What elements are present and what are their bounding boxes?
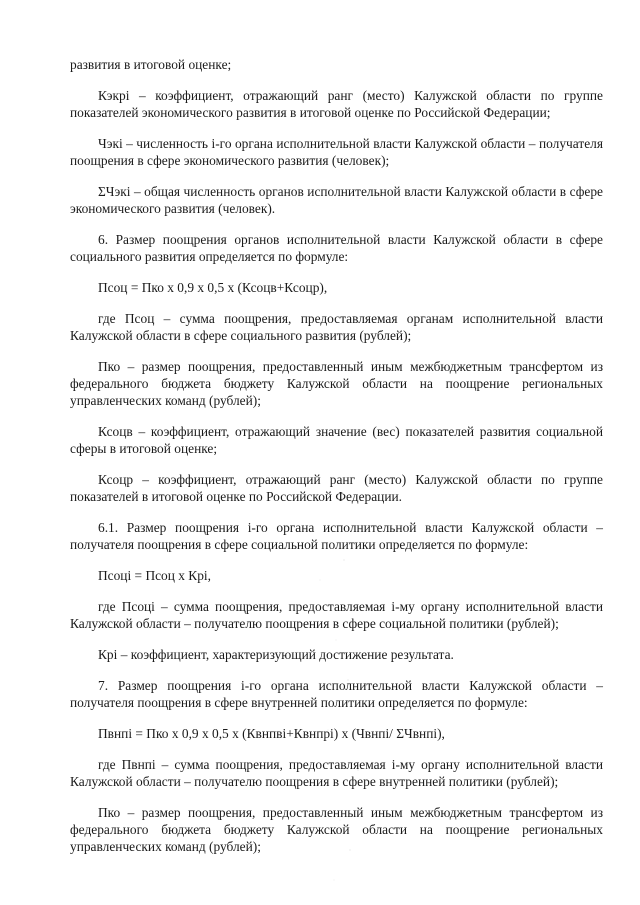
- paragraph-sum-chek-definition: ΣЧэкі – общая численность органов исполнительной власти Калужской области в сфере экономического развития (человек).: [70, 184, 603, 216]
- paragraph-item-7: 7. Размер поощрения і-го органа исполнительной власти Калужской области – получателя поощрения в сфере внутренней политики определяется по формуле:: [70, 678, 603, 710]
- paragraph-pvnpi-definition: где Пвнпі – сумма поощрения, предоставляемая і-му органу исполнительной власти Калужской области – получателю поощрения в сфере внутренней политики (рублей);: [70, 757, 603, 789]
- paragraph-kekr-definition: Кэкрі – коэффициент, отражающий ранг (место) Калужской области по группе показателей экономического развития в итоговой оценке по Российской Федерации;: [70, 88, 603, 120]
- paragraph-item-6-1: 6.1. Размер поощрения і-го органа исполнительной власти Калужской области – получателя поощрения в сфере социальной политики определяется по формуле:: [70, 520, 603, 552]
- paragraph-pko-definition-repeat: Пко – размер поощрения, предоставленный иным межбюджетным трансфертом из федерального бюджета бюджету Калужской области на поощрение региональных управленческих команд (рублей);: [70, 805, 603, 854]
- paragraph-chek-definition: Чэкі – численность і-го органа исполнительной власти Калужской области – получателя поощрения в сфере экономического развития (человек);: [70, 136, 603, 168]
- paragraph-item-6: 6. Размер поощрения органов исполнительной власти Калужской области в сфере социального развития определяется по формуле:: [70, 232, 603, 264]
- formula-psoci: Псоці = Псоц х Крі,: [98, 568, 212, 583]
- scan-noise: [300, 520, 380, 900]
- paragraph-continuation: развития в итоговой оценке;: [70, 57, 232, 72]
- paragraph-kri-definition: Крі – коэффициент, характеризующий достижение результата.: [98, 647, 454, 662]
- paragraph-ksocv-definition: Ксоцв – коэффициент, отражающий значение (вес) показателей развития социальной сферы в итоговой оценке;: [70, 424, 603, 456]
- formula-pvnpi: Пвнпі = Пко х 0,9 х 0,5 х (Квнпві+Квнпрі) х (Чвнпі/ ΣЧвнпі),: [98, 726, 445, 741]
- paragraph-ksocr-definition: Ксоцр – коэффициент, отражающий ранг (место) Калужской области по группе показателей в итоговой оценке по Российской Федерации.: [70, 472, 603, 504]
- paragraph-psoc-definition: где Псоц – сумма поощрения, предоставляемая органам исполнительной власти Калужской области в сфере социального развития (рублей);: [70, 311, 603, 343]
- paragraph-psoci-definition: где Псоці – сумма поощрения, предоставляемая і-му органу исполнительной власти Калужской области – получателю поощрения в сфере социальной политики (рублей);: [70, 599, 603, 631]
- formula-psoc: Псоц = Пко х 0,9 х 0,5 х (Ксоцв+Ксоцр),: [98, 280, 328, 295]
- paragraph-pko-definition: Пко – размер поощрения, предоставленный иным межбюджетным трансфертом из федерального бюджета бюджету Калужской области на поощрение региональных управленческих команд (рублей);: [70, 359, 603, 408]
